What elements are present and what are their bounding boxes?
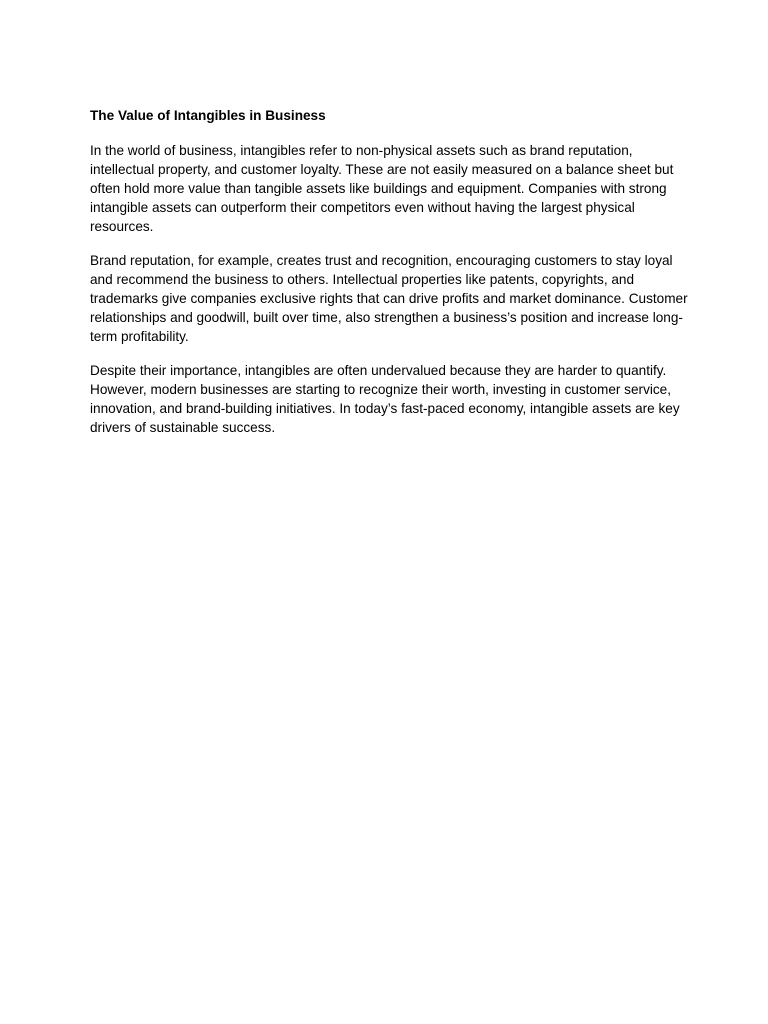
document-paragraph: In the world of business, intangibles refer to non-physical assets such as brand reputation, intellectual property, and customer loyalty. These are not easily measured on a balance sheet but often hold more value than tangible assets like buildings and equipment. Companies with strong intangible assets can outperform their competitors even without having the largest physical resources. bbox=[90, 143, 674, 234]
document-title: The Value of Intangibles in Business bbox=[90, 108, 326, 123]
document-paragraph: Brand reputation, for example, creates trust and recognition, encouraging customers to stay loyal and recommend the business to others. Intellectual properties like patents, copyrights, and trademarks give companies exclusive rights that can drive profits and market dominance. Customer relationships and goodwill, built over time, also strengthen a business’s position and increase long-term profitability. bbox=[90, 253, 688, 344]
document-page bbox=[90, 106, 690, 452]
document-paragraph: Despite their importance, intangibles are often undervalued because they are harder to quantify. However, modern businesses are starting to recognize their worth, investing in customer service, innovation, and brand-building initiatives. In today’s fast-paced economy, intangible assets are key drivers of sustainable success. bbox=[90, 363, 680, 435]
